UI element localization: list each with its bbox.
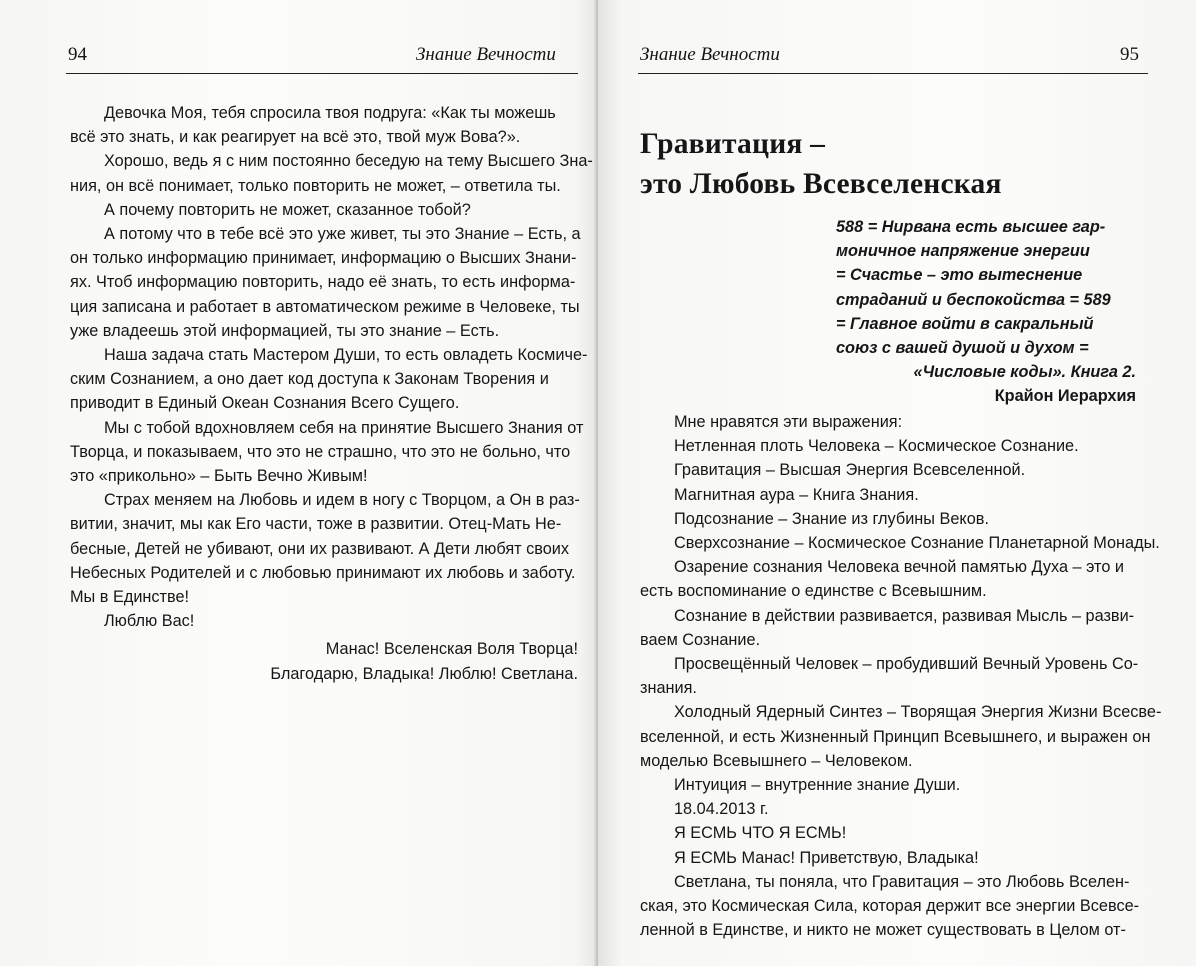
right-body-text [640,410,1162,942]
text-line: Нетленная плоть Человека – Космическое Сознание. [674,437,1079,456]
text-line: ваем Сознание. [640,630,761,649]
epigraph-line: страданий и беспокойства = 589 [836,290,1111,309]
text-line: Мы в Единстве! [70,588,190,607]
text-line: ния, он всё понимает, только повторить не может, – ответила ты. [70,176,561,195]
text-line: Холодный Ядерный Синтез – Творящая Энергия Жизни Всесве- [674,703,1162,722]
text-line: приводит в Единый Океан Сознания Всего Сущего. [70,394,460,413]
text-line: бесные, Детей не убивают, они их развивают. А Дети любят своих [70,539,570,558]
text-line: Сознание в действии развивается, развивая Мысль – разви- [674,606,1135,625]
text-line: ях. Чтоб информацию повторить, надо её знать, то есть информа- [70,273,576,292]
signature-line: Манас! Вселенская Воля Творца! [325,640,578,659]
text-line: это «прикольно» – Быть Вечно Живым! [70,467,368,486]
text-line: Хорошо, ведь я с ним постоянно беседую на тему Высшего Зна- [104,152,593,171]
chapter-title-line: Гравитация – [640,128,826,160]
text-line: витии, значит, мы как Его части, тоже в развитии. Отец-Мать Не- [70,515,562,534]
text-line: ская, это Космическая Сила, которая держит все энергии Всевсе- [640,897,1140,916]
right-header-rule [638,73,1148,74]
text-line: Сверхсознание – Космическое Сознание Планетарной Монады. [674,534,1160,553]
text-line: Озарение сознания Человека вечной памятью Духа – это и [674,558,1124,577]
left-header-rule [66,73,578,74]
text-line: Подсознание – Знание из глубины Веков. [674,509,989,528]
epigraph-line: = Счастье – это вытеснение [836,266,1083,285]
text-line: Я ЕСМЬ ЧТО Я ЕСМЬ! [674,824,847,843]
right-page-number: 95 [1120,44,1139,65]
text-line: Интуиция – внутренние знание Души. [674,776,961,795]
left-running-head: Знание Вечности [416,44,556,65]
text-line: Люблю Вас! [104,612,195,631]
text-line: ция записана и работает в автоматическом режиме в Человеке, ты [70,297,580,316]
right-running-head: Знание Вечности [640,44,780,65]
text-line: Магнитная аура – Книга Знания. [674,485,919,504]
text-line: он только информацию принимает, информацию о Высших Знани- [70,249,577,268]
text-line: ским Сознанием, а оно дает код доступа к Законам Творения и [70,370,549,389]
epigraph-line: «Числовые коды». Книга 2. [913,363,1136,382]
text-line: А потому что в тебе всё это уже живет, ты это Знание – Есть, а [104,225,581,244]
text-line: знания. [640,679,697,698]
text-line: ленной в Единстве, и никто не может существовать в Целом от- [640,921,1126,940]
text-line: всё это знать, и как реагирует на всё это, твой муж Вова?». [70,128,521,147]
text-line: Небесных Родителей и с любовью принимают их любовь и заботу. [70,563,576,582]
text-line: Светлана, ты поняла, что Гравитация – это Любовь Вселен- [674,872,1130,891]
chapter-title-line: это Любовь Всевселенская [640,168,1002,200]
text-line: есть воспоминание о единстве с Всевышним. [640,582,987,601]
chapter-title [640,124,1002,204]
text-line: А почему повторить не может, сказанное тобой? [104,200,471,219]
epigraph-line: = Главное войти в сакральный [836,314,1094,333]
left-body-text [70,101,593,686]
text-line: Девочка Моя, тебя спросила твоя подруга: «Как ты можешь [104,104,556,122]
text-line: 18.04.2013 г. [674,800,769,819]
text-line: Я ЕСМЬ Манас! Приветствую, Владыка! [674,848,979,867]
epigraph-line: 588 = Нирвана есть высшее гар- [836,218,1106,236]
signature-line: Благодарю, Владыка! Люблю! Светлана. [270,664,578,683]
text-line: Мне нравятся эти выражения: [674,413,903,431]
epigraph-line: союз с вашей душой и духом = [836,339,1089,358]
epigraph-source: Крайон Иерархия [994,387,1136,406]
text-line: Творца, и показываем, что это не страшно, что это не больно, что [70,442,571,461]
text-line: Наша задача стать Мастером Души, то есть овладеть Космиче- [104,346,588,365]
text-line: Страх меняем на Любовь и идем в ногу с Творцом, а Он в раз- [104,491,580,510]
text-line: Мы с тобой вдохновляем себя на принятие Высшего Знания от [104,418,584,437]
right-page [598,0,1196,966]
text-line: вселенной, и есть Жизненный Принцип Всевышнего, и выражен он [640,727,1151,746]
text-line: Просвещённый Человек – пробудивший Вечный Уровень Со- [674,655,1139,674]
text-line: моделью Всевышнего – Человеком. [640,751,913,770]
epigraph-line: моничное напряжение энергии [836,242,1090,261]
text-line: уже владеешь этой информацией, ты это знание – Есть. [70,321,500,340]
left-page-number: 94 [68,44,87,65]
text-line: Гравитация – Высшая Энергия Всевселенной. [674,461,1026,480]
epigraph [836,215,1136,409]
